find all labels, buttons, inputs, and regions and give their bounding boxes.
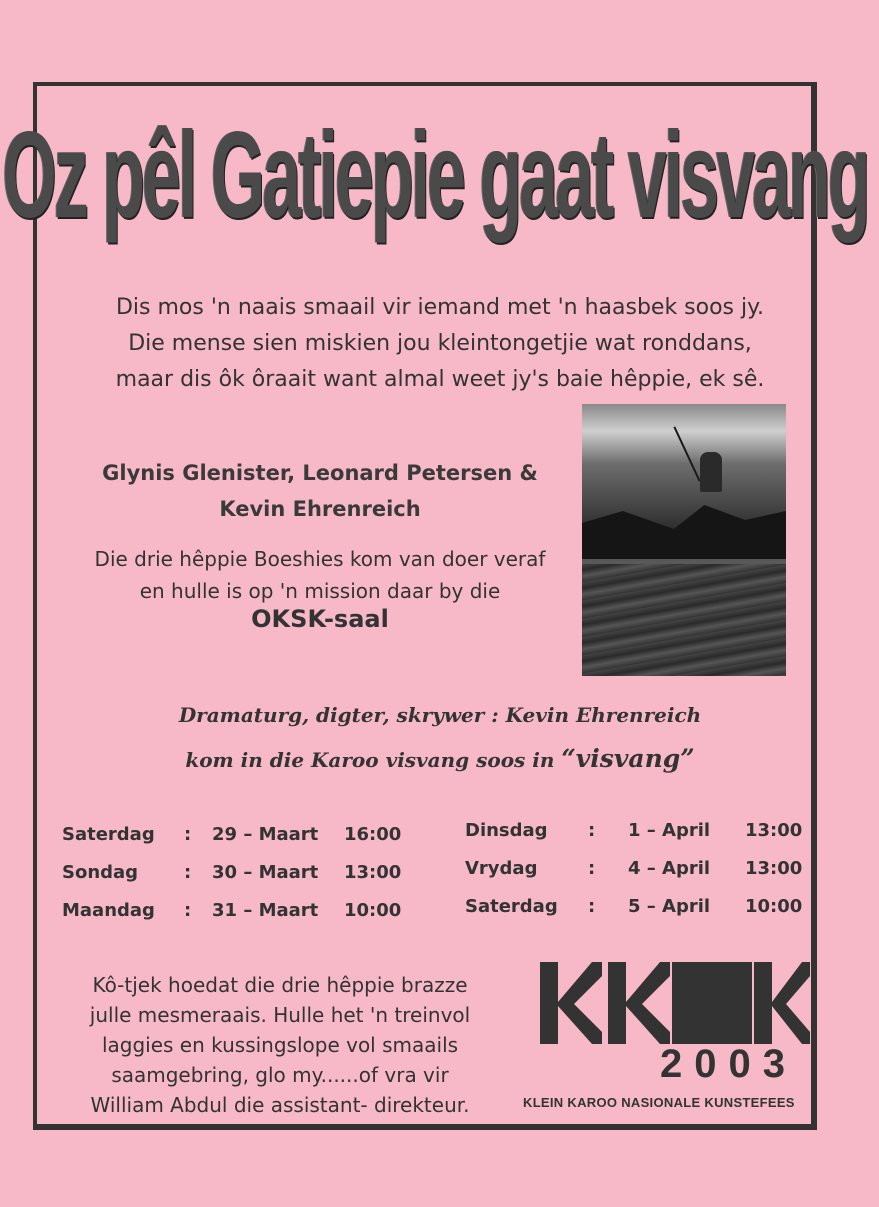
festival-year: 2003 <box>660 1042 797 1086</box>
credit-block <box>45 700 835 775</box>
schedule-day: Saterdag <box>465 896 558 917</box>
schedule-day: Sondag <box>62 862 139 883</box>
closing-line: laggies en kussingslope vol smaails <box>101 1033 459 1057</box>
schedule-time: 16:00 <box>344 824 402 845</box>
cast-line: Kevin Ehrenreich <box>219 497 421 521</box>
photo-rocks <box>582 499 786 559</box>
schedule-sep: : <box>588 858 596 879</box>
intro-paragraph <box>55 290 825 398</box>
schedule-sep: : <box>588 896 596 917</box>
schedule-date: 5 – April <box>628 896 711 917</box>
closing-line: saamgebring, glo my......of vra vir <box>111 1063 449 1087</box>
schedule-sep: : <box>184 900 192 921</box>
schedule-time: 13:00 <box>745 858 803 879</box>
credit-tagline-quote: “visvang” <box>561 744 695 773</box>
schedule-date: 30 – Maart <box>212 862 319 883</box>
schedule-date: 4 – April <box>628 858 711 879</box>
closing-paragraph <box>50 970 510 1120</box>
closing-line: julle mesmeraais. Hulle het 'n treinvol <box>89 1003 471 1027</box>
intro-line: Die mense sien miskien jou kleintongetjie wat ronddans, <box>128 331 752 356</box>
schedule-day: Dinsdag <box>465 820 548 841</box>
mission-text <box>60 543 580 607</box>
schedule-time: 13:00 <box>344 862 402 883</box>
schedule-sep: : <box>184 862 192 883</box>
intro-line: maar dis ôk ôraait want almal weet jy's baie hêppie, ek sê. <box>115 367 765 392</box>
fishing-photo <box>582 404 786 676</box>
schedule-sep: : <box>184 824 192 845</box>
schedule-day: Vrydag <box>465 858 538 879</box>
schedule-day: Saterdag <box>62 824 155 845</box>
festival-name: KLEIN KAROO NASIONALE KUNSTEFEES <box>523 1095 795 1110</box>
schedule-time: 10:00 <box>344 900 402 921</box>
schedule-time: 10:00 <box>745 896 803 917</box>
schedule-date: 29 – Maart <box>212 824 319 845</box>
credit-tagline <box>45 744 835 775</box>
cast-names <box>60 455 580 527</box>
closing-line: William Abdul die assistant- direkteur. <box>90 1093 470 1117</box>
schedule-date: 1 – April <box>628 820 711 841</box>
schedule-sep: : <box>588 820 596 841</box>
venue-name: OKSK-saal <box>251 605 389 633</box>
schedule-time: 13:00 <box>745 820 803 841</box>
photo-fisherman <box>700 452 722 492</box>
credit-playwright: Dramaturg, digter, skrywer : Kevin Ehrenreich <box>178 703 702 727</box>
kkk-logo <box>540 962 810 1044</box>
cast-line: Glynis Glenister, Leonard Petersen & <box>102 461 538 485</box>
poster-title <box>2 100 868 250</box>
mission-line: Die drie hêppie Boeshies kom van doer veraf <box>94 547 546 571</box>
mission-line: en hulle is op 'n mission daar by die <box>139 579 501 603</box>
photo-fishing-rod <box>673 426 700 481</box>
credit-tagline-text: kom in die Karoo visvang soos in <box>185 748 555 772</box>
intro-line: Dis mos 'n naais smaail vir iemand met 'n haasbek soos jy. <box>115 295 764 320</box>
closing-line: Kô-tjek hoedat die drie hêppie brazze <box>92 973 468 997</box>
schedule-date: 31 – Maart <box>212 900 319 921</box>
schedule-day: Maandag <box>62 900 155 921</box>
photo-water <box>582 564 786 676</box>
poster-title-text: Oz pêl Gatiepie gaat visvang <box>2 106 868 244</box>
